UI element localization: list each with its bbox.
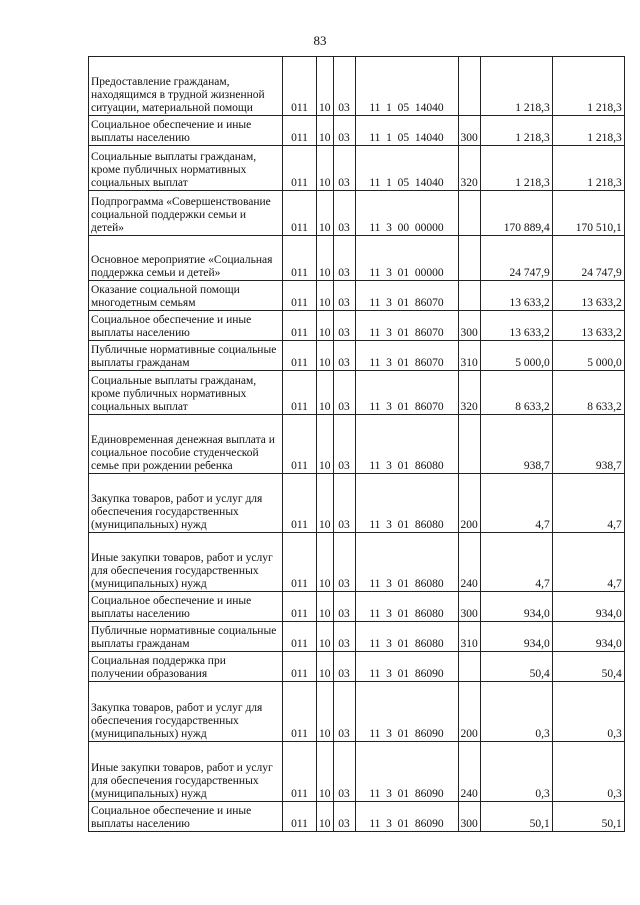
subsection-code: 03 [333, 191, 355, 236]
budget-table [88, 56, 625, 832]
amount-year-2: 0,3 [552, 742, 624, 802]
amount-year-2: 934,0 [552, 622, 624, 652]
amount-year-2: 4,7 [552, 533, 624, 592]
amount-year-2: 170 510,1 [552, 191, 624, 236]
section-code: 10 [317, 341, 334, 371]
section-code: 10 [317, 415, 334, 474]
section-code: 10 [317, 146, 334, 191]
section-code: 10 [317, 533, 334, 592]
row-name: Социальные выплаты гражданам, кроме публичных нормативных социальных выплат [89, 146, 283, 191]
expense-type-code [458, 57, 480, 116]
amount-year-2: 24 747,9 [552, 236, 624, 281]
amount-year-1: 1 218,3 [480, 116, 552, 146]
row-name: Основное мероприятие «Социальная поддержка семьи и детей» [89, 236, 283, 281]
row-name: Предоставление гражданам, находящимся в трудной жизненной ситуации, материальной помощи [89, 57, 283, 116]
row-name: Социальное обеспечение и иные выплаты населению [89, 592, 283, 622]
target-article-code: 11 3 01 86080 [355, 533, 458, 592]
ministry-code: 011 [283, 236, 317, 281]
row-name: Иные закупки товаров, работ и услуг для обеспечения государственных (муниципальных) нужд [89, 742, 283, 802]
table-row [89, 341, 625, 371]
section-code: 10 [317, 116, 334, 146]
amount-year-1: 1 218,3 [480, 57, 552, 116]
section-code: 10 [317, 281, 334, 311]
ministry-code: 011 [283, 146, 317, 191]
expense-type-code: 240 [458, 742, 480, 802]
ministry-code: 011 [283, 622, 317, 652]
ministry-code: 011 [283, 652, 317, 682]
section-code: 10 [317, 652, 334, 682]
subsection-code: 03 [333, 622, 355, 652]
table-row [89, 236, 625, 281]
amount-year-1: 4,7 [480, 533, 552, 592]
expense-type-code [458, 281, 480, 311]
table-row [89, 474, 625, 533]
expense-type-code [458, 652, 480, 682]
row-name: Социальные выплаты гражданам, кроме публичных нормативных социальных выплат [89, 371, 283, 415]
target-article-code: 11 1 05 14040 [355, 116, 458, 146]
amount-year-1: 8 633,2 [480, 371, 552, 415]
table-row [89, 311, 625, 341]
amount-year-2: 1 218,3 [552, 116, 624, 146]
expense-type-code: 300 [458, 311, 480, 341]
amount-year-1: 934,0 [480, 622, 552, 652]
ministry-code: 011 [283, 415, 317, 474]
table-row [89, 592, 625, 622]
target-article-code: 11 1 05 14040 [355, 146, 458, 191]
ministry-code: 011 [283, 592, 317, 622]
subsection-code: 03 [333, 311, 355, 341]
amount-year-2: 934,0 [552, 592, 624, 622]
ministry-code: 011 [283, 474, 317, 533]
amount-year-1: 50,1 [480, 802, 552, 832]
target-article-code: 11 3 01 86070 [355, 341, 458, 371]
table-row [89, 57, 625, 116]
row-name: Публичные нормативные социальные выплаты гражданам [89, 341, 283, 371]
subsection-code: 03 [333, 652, 355, 682]
row-name: Закупка товаров, работ и услуг для обеспечения государственных (муниципальных) нужд [89, 682, 283, 742]
amount-year-1: 1 218,3 [480, 146, 552, 191]
amount-year-1: 0,3 [480, 682, 552, 742]
table-row [89, 146, 625, 191]
row-name: Закупка товаров, работ и услуг для обеспечения государственных (муниципальных) нужд [89, 474, 283, 533]
table-row [89, 533, 625, 592]
table-row [89, 281, 625, 311]
section-code: 10 [317, 371, 334, 415]
amount-year-1: 938,7 [480, 415, 552, 474]
section-code: 10 [317, 57, 334, 116]
ministry-code: 011 [283, 281, 317, 311]
subsection-code: 03 [333, 116, 355, 146]
ministry-code: 011 [283, 311, 317, 341]
subsection-code: 03 [333, 592, 355, 622]
table-row [89, 415, 625, 474]
expense-type-code: 240 [458, 533, 480, 592]
row-name: Социальное обеспечение и иные выплаты населению [89, 116, 283, 146]
subsection-code: 03 [333, 474, 355, 533]
subsection-code: 03 [333, 533, 355, 592]
section-code: 10 [317, 311, 334, 341]
amount-year-2: 13 633,2 [552, 311, 624, 341]
amount-year-1: 0,3 [480, 742, 552, 802]
target-article-code: 11 3 01 86090 [355, 682, 458, 742]
target-article-code: 11 3 00 00000 [355, 191, 458, 236]
ministry-code: 011 [283, 371, 317, 415]
amount-year-2: 5 000,0 [552, 341, 624, 371]
amount-year-1: 4,7 [480, 474, 552, 533]
amount-year-2: 1 218,3 [552, 57, 624, 116]
amount-year-1: 934,0 [480, 592, 552, 622]
expense-type-code [458, 415, 480, 474]
subsection-code: 03 [333, 341, 355, 371]
target-article-code: 11 3 01 86090 [355, 652, 458, 682]
subsection-code: 03 [333, 281, 355, 311]
ministry-code: 011 [283, 57, 317, 116]
expense-type-code: 300 [458, 802, 480, 832]
target-article-code: 11 3 01 86080 [355, 415, 458, 474]
target-article-code: 11 3 01 86080 [355, 622, 458, 652]
ministry-code: 011 [283, 533, 317, 592]
section-code: 10 [317, 802, 334, 832]
row-name: Социальное обеспечение и иные выплаты населению [89, 311, 283, 341]
amount-year-1: 170 889,4 [480, 191, 552, 236]
amount-year-2: 1 218,3 [552, 146, 624, 191]
amount-year-2: 0,3 [552, 682, 624, 742]
section-code: 10 [317, 682, 334, 742]
section-code: 10 [317, 191, 334, 236]
expense-type-code: 300 [458, 592, 480, 622]
ministry-code: 011 [283, 742, 317, 802]
page-number: 83 [313, 33, 327, 48]
ministry-code: 011 [283, 802, 317, 832]
amount-year-1: 13 633,2 [480, 311, 552, 341]
section-code: 10 [317, 592, 334, 622]
ministry-code: 011 [283, 116, 317, 146]
table-row [89, 802, 625, 832]
target-article-code: 11 3 01 86070 [355, 371, 458, 415]
subsection-code: 03 [333, 742, 355, 802]
expense-type-code: 200 [458, 474, 480, 533]
subsection-code: 03 [333, 415, 355, 474]
target-article-code: 11 3 01 86070 [355, 311, 458, 341]
target-article-code: 11 3 01 86090 [355, 742, 458, 802]
target-article-code: 11 3 01 86070 [355, 281, 458, 311]
subsection-code: 03 [333, 682, 355, 742]
amount-year-1: 5 000,0 [480, 341, 552, 371]
amount-year-2: 8 633,2 [552, 371, 624, 415]
target-article-code: 11 3 01 86080 [355, 474, 458, 533]
table-row [89, 191, 625, 236]
expense-type-code: 320 [458, 146, 480, 191]
amount-year-2: 50,4 [552, 652, 624, 682]
amount-year-1: 24 747,9 [480, 236, 552, 281]
ministry-code: 011 [283, 191, 317, 236]
subsection-code: 03 [333, 236, 355, 281]
row-name: Единовременная денежная выплата и социальное пособие студенческой семье при рождении ребенка [89, 415, 283, 474]
amount-year-2: 938,7 [552, 415, 624, 474]
amount-year-1: 13 633,2 [480, 281, 552, 311]
amount-year-1: 50,4 [480, 652, 552, 682]
expense-type-code [458, 236, 480, 281]
section-code: 10 [317, 474, 334, 533]
amount-year-2: 50,1 [552, 802, 624, 832]
row-name: Социальная поддержка при получении образования [89, 652, 283, 682]
target-article-code: 11 1 05 14040 [355, 57, 458, 116]
row-name: Социальное обеспечение и иные выплаты населению [89, 802, 283, 832]
target-article-code: 11 3 01 00000 [355, 236, 458, 281]
table-row [89, 682, 625, 742]
table-row [89, 652, 625, 682]
row-name: Публичные нормативные социальные выплаты гражданам [89, 622, 283, 652]
ministry-code: 011 [283, 341, 317, 371]
amount-year-2: 4,7 [552, 474, 624, 533]
ministry-code: 011 [283, 682, 317, 742]
target-article-code: 11 3 01 86090 [355, 802, 458, 832]
subsection-code: 03 [333, 146, 355, 191]
subsection-code: 03 [333, 57, 355, 116]
section-code: 10 [317, 236, 334, 281]
section-code: 10 [317, 742, 334, 802]
expense-type-code: 300 [458, 116, 480, 146]
subsection-code: 03 [333, 802, 355, 832]
table-row [89, 116, 625, 146]
expense-type-code [458, 191, 480, 236]
amount-year-2: 13 633,2 [552, 281, 624, 311]
table-row [89, 371, 625, 415]
row-name: Иные закупки товаров, работ и услуг для обеспечения государственных (муниципальных) нужд [89, 533, 283, 592]
expense-type-code: 310 [458, 622, 480, 652]
expense-type-code: 310 [458, 341, 480, 371]
subsection-code: 03 [333, 371, 355, 415]
target-article-code: 11 3 01 86080 [355, 592, 458, 622]
row-name: Подпрограмма «Совершенствование социальной поддержки семьи и детей» [89, 191, 283, 236]
expense-type-code: 320 [458, 371, 480, 415]
row-name: Оказание социальной помощи многодетным семьям [89, 281, 283, 311]
section-code: 10 [317, 622, 334, 652]
table-row [89, 622, 625, 652]
expense-type-code: 200 [458, 682, 480, 742]
table-row [89, 742, 625, 802]
